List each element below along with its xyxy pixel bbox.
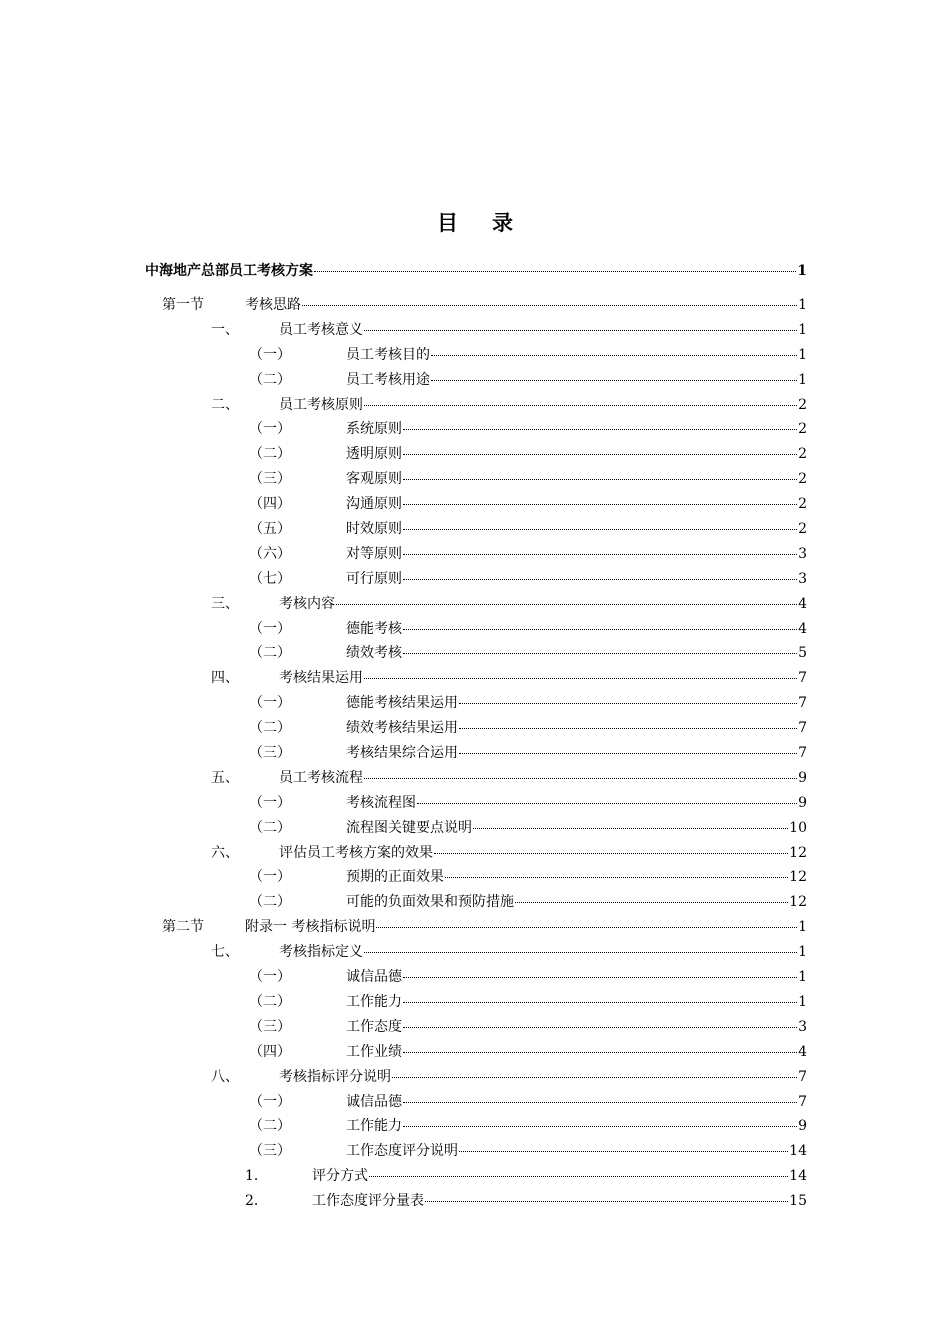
toc-dot-leader xyxy=(364,402,797,406)
toc-page-number: 2 xyxy=(798,521,807,538)
toc-page-number: 1 xyxy=(798,297,807,313)
toc-page-number: 1 xyxy=(797,263,807,279)
toc-page-number: 2 xyxy=(798,421,807,438)
toc-entry-title: 诚信品德 xyxy=(346,969,402,986)
toc-page-number: 14 xyxy=(789,1143,807,1160)
toc-entry[interactable] xyxy=(145,691,807,716)
toc-entry-title: 诚信品德 xyxy=(346,1093,402,1110)
toc-entry[interactable] xyxy=(145,1015,807,1040)
toc-entry[interactable] xyxy=(145,1090,807,1115)
toc-entry-number: （三） xyxy=(249,1143,291,1160)
toc-entry-number: 六、 xyxy=(211,844,239,861)
toc-dot-leader xyxy=(403,526,797,530)
toc-entry-title: 预期的正面效果 xyxy=(346,869,444,886)
toc-entry-number: （二） xyxy=(249,446,291,463)
toc-entry-number: （五） xyxy=(249,521,291,538)
toc-entry-number: 二、 xyxy=(211,396,239,413)
toc-entry[interactable] xyxy=(145,318,807,343)
toc-entry-number: （一） xyxy=(249,421,291,438)
toc-entry[interactable] xyxy=(145,766,807,791)
toc-entry-number: 三、 xyxy=(211,595,239,612)
toc-entry[interactable] xyxy=(145,467,807,492)
toc-entry-title: 考核思路 xyxy=(245,297,301,313)
toc-entry-number: （三） xyxy=(249,1018,291,1035)
toc-entry-title: 评分方式 xyxy=(312,1168,368,1185)
toc-entry[interactable] xyxy=(145,442,807,467)
toc-page-number: 7 xyxy=(798,670,807,687)
toc-entry-number: （六） xyxy=(249,545,291,562)
toc-entry-number: （四） xyxy=(249,1043,291,1060)
toc-entry-title: 绩效考核 xyxy=(346,645,402,662)
toc-dot-leader xyxy=(403,551,797,555)
toc-dot-leader xyxy=(403,1123,797,1127)
toc-entry[interactable] xyxy=(145,666,807,691)
toc-page-number: 9 xyxy=(798,794,807,811)
toc-page-number: 14 xyxy=(789,1168,807,1185)
toc-entry-title: 绩效考核结果运用 xyxy=(346,720,458,737)
toc-page-number: 1 xyxy=(798,346,807,363)
toc-page-number: 2 xyxy=(798,496,807,513)
toc-dot-leader xyxy=(403,626,797,630)
toc-entry[interactable] xyxy=(145,816,807,841)
toc-page-number: 7 xyxy=(798,745,807,762)
toc-entry-title: 员工考核用途 xyxy=(346,371,430,388)
toc-dot-leader xyxy=(431,377,797,381)
toc-entry-number: （一） xyxy=(249,969,291,986)
toc-page-number: 1 xyxy=(798,321,807,338)
toc-page-number: 1 xyxy=(798,919,807,936)
toc-entry[interactable] xyxy=(145,368,807,393)
toc-dot-leader xyxy=(459,1148,788,1152)
toc-entry-number: （四） xyxy=(249,496,291,513)
toc-entry[interactable] xyxy=(145,492,807,517)
toc-entry[interactable] xyxy=(145,617,807,642)
toc-page-number: 10 xyxy=(789,819,807,836)
toc-entry-title: 沟通原则 xyxy=(346,496,402,513)
toc-entry-number: （二） xyxy=(249,894,291,911)
toc-entry-number: （一） xyxy=(249,346,291,363)
toc-entry[interactable] xyxy=(145,293,807,318)
toc-entry-number: 八、 xyxy=(211,1068,239,1085)
toc-page-number: 9 xyxy=(798,769,807,786)
toc-dot-leader xyxy=(403,501,797,505)
toc-page-number: 5 xyxy=(798,645,807,662)
toc-entry-title: 客观原则 xyxy=(346,471,402,488)
toc-page-number: 7 xyxy=(798,1093,807,1110)
toc-entry-number: 一、 xyxy=(211,321,239,338)
table-of-contents xyxy=(145,258,807,1214)
toc-entry[interactable] xyxy=(145,940,807,965)
toc-entry-title: 附录一 考核指标说明 xyxy=(245,919,376,936)
toc-entry-number: （七） xyxy=(249,570,291,587)
toc-entry[interactable] xyxy=(145,791,807,816)
toc-entry-number: （二） xyxy=(249,720,291,737)
toc-entry-number: （二） xyxy=(249,645,291,662)
toc-dot-leader xyxy=(403,650,797,654)
toc-entry-title: 考核内容 xyxy=(279,595,335,612)
toc-entry[interactable] xyxy=(145,1065,807,1090)
toc-dot-leader xyxy=(417,800,797,804)
toc-entry[interactable] xyxy=(145,841,807,866)
toc-entry-title: 可行原则 xyxy=(346,570,402,587)
toc-page-number: 4 xyxy=(798,620,807,637)
toc-entry-number: 2． xyxy=(245,1193,268,1210)
toc-entry-number: 五、 xyxy=(211,769,239,786)
toc-entry[interactable] xyxy=(145,417,807,442)
toc-entry-title: 工作态度 xyxy=(346,1018,402,1035)
toc-page-number: 3 xyxy=(798,545,807,562)
toc-page-number: 1 xyxy=(798,993,807,1010)
toc-dot-leader xyxy=(302,302,797,306)
toc-dot-leader xyxy=(403,1024,797,1028)
toc-page-number: 12 xyxy=(789,844,807,861)
toc-dot-leader xyxy=(473,825,788,829)
toc-entry-title: 考核指标评分说明 xyxy=(279,1068,391,1085)
toc-page-number: 7 xyxy=(798,720,807,737)
toc-entry-title: 工作能力 xyxy=(346,1118,402,1135)
toc-entry-number: （二） xyxy=(249,819,291,836)
toc-entry-title: 工作态度评分说明 xyxy=(346,1143,458,1160)
toc-page-number: 1 xyxy=(798,944,807,961)
toc-entry-number: （三） xyxy=(249,745,291,762)
toc-dot-leader xyxy=(425,1198,788,1202)
toc-dot-leader xyxy=(392,1074,797,1078)
toc-dot-leader xyxy=(364,675,797,679)
toc-dot-leader xyxy=(459,725,797,729)
toc-dot-leader xyxy=(459,750,797,754)
toc-page-number: 4 xyxy=(798,1043,807,1060)
toc-entry[interactable] xyxy=(145,716,807,741)
toc-entry-number: （二） xyxy=(249,993,291,1010)
toc-dot-leader xyxy=(403,999,797,1003)
toc-dot-leader xyxy=(364,775,797,779)
toc-entry[interactable] xyxy=(145,965,807,990)
toc-entry-number: （二） xyxy=(249,1118,291,1135)
toc-entry-title: 时效原则 xyxy=(346,521,402,538)
toc-dot-leader xyxy=(403,451,797,455)
toc-entry-number: （三） xyxy=(249,471,291,488)
toc-dot-leader xyxy=(403,426,797,430)
toc-entry-title: 员工考核原则 xyxy=(279,396,363,413)
toc-page-number: 9 xyxy=(798,1118,807,1135)
toc-entry-title: 工作能力 xyxy=(346,993,402,1010)
toc-entry[interactable] xyxy=(145,1114,807,1139)
toc-entry[interactable] xyxy=(145,592,807,617)
toc-entry-number: 1． xyxy=(245,1168,268,1185)
toc-page-number: 2 xyxy=(798,446,807,463)
toc-dot-leader xyxy=(431,352,797,356)
toc-entry[interactable] xyxy=(145,741,807,766)
toc-entry-number: 第一节 xyxy=(162,297,204,313)
toc-entry[interactable] xyxy=(145,567,807,592)
toc-page-number: 12 xyxy=(789,869,807,886)
toc-entry-title: 系统原则 xyxy=(346,421,402,438)
toc-entry-number: （一） xyxy=(249,869,291,886)
toc-dot-leader xyxy=(403,1099,797,1103)
toc-entry[interactable] xyxy=(145,1040,807,1065)
toc-entry[interactable] xyxy=(145,343,807,368)
toc-entry-title: 对等原则 xyxy=(346,545,402,562)
toc-dot-leader xyxy=(403,476,797,480)
toc-entry-title: 考核流程图 xyxy=(346,794,416,811)
toc-dot-leader xyxy=(459,700,797,704)
toc-entry[interactable] xyxy=(145,1164,807,1189)
toc-entry-title: 流程图关键要点说明 xyxy=(346,819,472,836)
toc-entry-title: 考核结果运用 xyxy=(279,670,363,687)
toc-entry-title: 中海地产总部员工考核方案 xyxy=(145,263,313,279)
toc-entry-number: 第二节 xyxy=(162,919,204,936)
toc-entry-number: （一） xyxy=(249,620,291,637)
toc-entry-title: 员工考核流程 xyxy=(279,769,363,786)
toc-dot-leader xyxy=(434,850,788,854)
toc-entry-title: 考核指标定义 xyxy=(279,944,363,961)
toc-dot-leader xyxy=(364,949,797,953)
toc-entry-title: 可能的负面效果和预防措施 xyxy=(346,894,514,911)
toc-dot-leader xyxy=(403,974,797,978)
toc-entry-title: 员工考核意义 xyxy=(279,321,363,338)
toc-entry-number: 四、 xyxy=(211,670,239,687)
toc-entry[interactable] xyxy=(145,258,807,285)
toc-entry-title: 德能考核结果运用 xyxy=(346,695,458,712)
toc-entry-title: 工作态度评分量表 xyxy=(312,1193,424,1210)
toc-entry[interactable] xyxy=(145,915,807,940)
toc-page-number: 3 xyxy=(798,570,807,587)
toc-dot-leader xyxy=(336,601,797,605)
toc-page-number: 2 xyxy=(798,471,807,488)
toc-page-number: 4 xyxy=(798,595,807,612)
toc-entry[interactable] xyxy=(145,1189,807,1214)
toc-page-number: 15 xyxy=(789,1193,807,1210)
toc-entry[interactable] xyxy=(145,641,807,666)
toc-page-number: 1 xyxy=(798,969,807,986)
toc-entry[interactable] xyxy=(145,1139,807,1164)
toc-dot-leader xyxy=(515,899,788,903)
toc-entry-number: （一） xyxy=(249,794,291,811)
toc-page-number: 12 xyxy=(789,894,807,911)
toc-dot-leader xyxy=(403,1049,797,1053)
toc-page-number: 1 xyxy=(798,371,807,388)
toc-dot-leader xyxy=(314,268,796,272)
toc-entry-title: 工作业绩 xyxy=(346,1043,402,1060)
toc-dot-leader xyxy=(403,576,797,580)
toc-entry-number: （一） xyxy=(249,1093,291,1110)
toc-page-number: 2 xyxy=(798,396,807,413)
toc-entry-number: （二） xyxy=(249,371,291,388)
toc-entry-title: 德能考核 xyxy=(346,620,402,637)
toc-entry-number: （一） xyxy=(249,695,291,712)
toc-entry[interactable] xyxy=(145,517,807,542)
toc-page-number: 7 xyxy=(798,695,807,712)
toc-dot-leader xyxy=(445,874,788,878)
toc-entry[interactable] xyxy=(145,990,807,1015)
toc-entry[interactable] xyxy=(145,890,807,915)
toc-dot-leader xyxy=(364,327,797,331)
toc-page-number: 7 xyxy=(798,1068,807,1085)
toc-entry[interactable] xyxy=(145,393,807,418)
toc-page-number: 3 xyxy=(798,1018,807,1035)
toc-entry[interactable] xyxy=(145,865,807,890)
toc-entry-title: 评估员工考核方案的效果 xyxy=(279,844,433,861)
toc-entry-title: 透明原则 xyxy=(346,446,402,463)
toc-entry-title: 考核结果综合运用 xyxy=(346,745,458,762)
toc-title: 目录 xyxy=(437,210,547,235)
toc-entry-number: 七、 xyxy=(211,944,239,961)
toc-dot-leader xyxy=(376,924,797,928)
toc-entry-title: 员工考核目的 xyxy=(346,346,430,363)
toc-dot-leader xyxy=(369,1173,788,1177)
toc-entry[interactable] xyxy=(145,542,807,567)
